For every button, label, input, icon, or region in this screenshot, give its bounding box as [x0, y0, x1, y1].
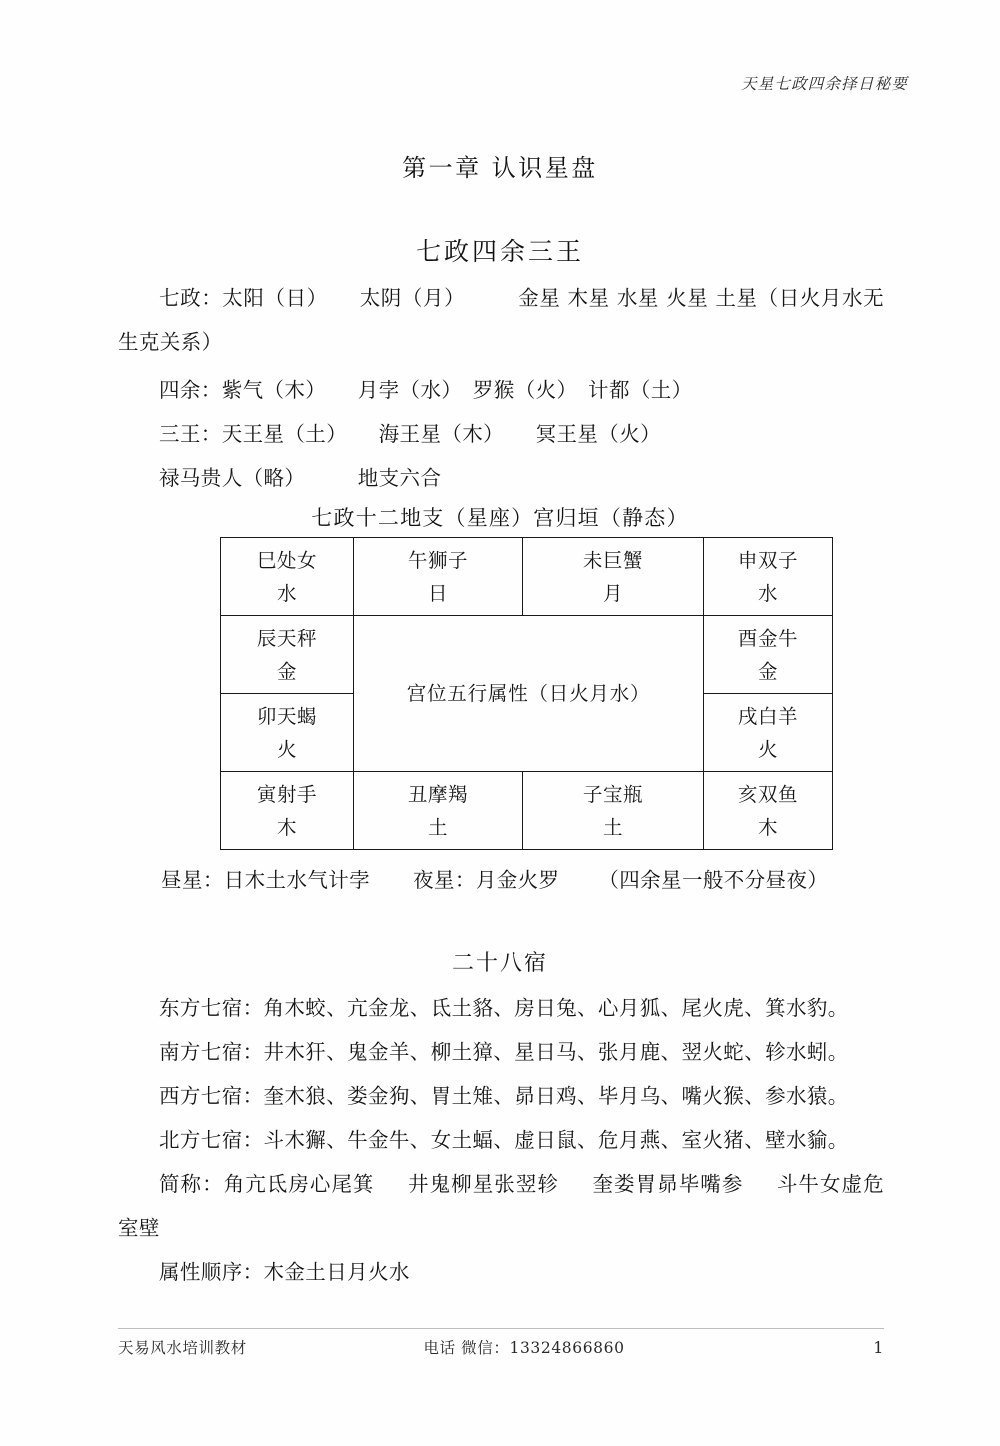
paragraph-abbreviations — [118, 1162, 884, 1250]
paragraph-siyu: 四余：紫气（木） 月孛（水） 罗猴（火） 计都（土） — [159, 378, 693, 402]
cell-sign: 子宝瓶 — [582, 782, 644, 806]
day-star-label: 昼星： — [161, 868, 224, 892]
abbr-east: 角亢氐房心尾箕 — [223, 1172, 375, 1196]
palace-table — [220, 537, 833, 850]
abbr-north: 斗牛女虚危室壁 — [118, 1172, 884, 1240]
table-row — [221, 616, 833, 694]
cell-sign: 亥双鱼 — [737, 782, 799, 806]
cell-sign: 酉金牛 — [737, 626, 799, 650]
table-cell-hai — [704, 772, 833, 850]
cell-sign: 巳处女 — [256, 548, 318, 572]
cell-element: 火 — [276, 737, 298, 761]
paragraph-qizheng: 七政：太阳（日） 太阴（月） 金星 木星 水星 火星 土星（日火月水无生克关系） — [118, 286, 884, 354]
cell-element: 金 — [276, 659, 298, 683]
cell-sign: 卯天蝎 — [256, 704, 318, 728]
footer-divider — [118, 1328, 884, 1329]
day-night-note: （四余星一般不分昼夜） — [598, 868, 829, 892]
table-row — [221, 772, 833, 850]
cell-element: 水 — [757, 581, 779, 605]
page-footer — [118, 1336, 884, 1358]
paragraph-west-mansions: 西方七宿：奎木狼、娄金狗、胃土雉、昴日鸡、毕月乌、嘴火猴、参水猿。 — [159, 1084, 849, 1108]
paragraph-east-mansions: 东方七宿：角木蛟、亢金龙、氐土貉、房日兔、心月狐、尾火虎、箕水豹。 — [159, 996, 849, 1020]
section-title: 七政四余三王 — [415, 237, 584, 266]
chapter-title: 第一章 认识星盘 — [402, 154, 598, 182]
table-cell-you — [704, 616, 833, 694]
table-cell-center-note: 宫位五行属性（日火月水） — [354, 616, 704, 772]
mansions-title: 二十八宿 — [451, 951, 548, 976]
cell-sign: 未巨蟹 — [582, 548, 644, 572]
cell-element: 金 — [757, 659, 779, 683]
paragraph-south-mansions: 南方七宿：井木犴、鬼金羊、柳土獐、星日马、张月鹿、翌火蛇、轸水蚓。 — [159, 1040, 849, 1064]
table-cell-chen — [221, 616, 354, 694]
night-star-label: 夜星： — [413, 868, 476, 892]
table-cell-wei — [523, 538, 704, 616]
cell-sign: 丑摩羯 — [407, 782, 469, 806]
cell-element: 土 — [427, 815, 449, 839]
paragraph-element-order: 属性顺序：木金土日月火水 — [159, 1260, 410, 1284]
cell-sign: 戌白羊 — [737, 704, 799, 728]
cell-element: 日 — [427, 581, 449, 605]
cell-element: 木 — [757, 815, 779, 839]
table-cell-yin — [221, 772, 354, 850]
cell-element: 月 — [602, 581, 624, 605]
cell-sign: 辰天秤 — [256, 626, 318, 650]
paragraph-lumagui: 禄马贵人（略） 地支六合 — [159, 466, 442, 490]
cell-sign: 申双子 — [737, 548, 799, 572]
day-star-list: 日木土水气计孛 — [223, 868, 371, 892]
running-header: 天星七政四余择日秘要 — [740, 75, 908, 93]
footer-publisher: 天易风水培训教材 — [118, 1339, 247, 1357]
paragraph-sanwang: 三王：天王星（土） 海王星（木） 冥王星（火） — [159, 422, 661, 446]
table-caption: 七政十二地支（星座）宫归垣（静态） — [311, 506, 689, 530]
table-cell-chou — [354, 772, 523, 850]
cell-sign: 午狮子 — [407, 548, 469, 572]
table-cell-mao — [221, 694, 354, 772]
cell-sign: 寅射手 — [256, 782, 318, 806]
cell-element: 木 — [276, 815, 298, 839]
abbr-label: 简称： — [159, 1172, 224, 1196]
table-cell-wu — [354, 538, 523, 616]
table-cell-si — [221, 538, 354, 616]
page-number: 1 — [873, 1338, 884, 1357]
abbr-south: 井鬼柳星张翌轸 — [407, 1172, 559, 1196]
table-cell-xu — [704, 694, 833, 772]
cell-element: 土 — [602, 815, 624, 839]
cell-element: 火 — [757, 737, 779, 761]
table-cell-zi — [523, 772, 704, 850]
abbr-west: 奎娄胃昴毕嘴参 — [591, 1172, 744, 1196]
night-star-list: 月金火罗 — [475, 868, 560, 892]
footer-contact: 电话 微信：13324866860 — [423, 1339, 625, 1357]
table-row — [221, 538, 833, 616]
paragraph-north-mansions: 北方七宿：斗木獬、牛金牛、女土蝠、虚日鼠、危月燕、室火猪、壁水貐。 — [159, 1128, 849, 1152]
paragraph-day-night-stars — [118, 858, 884, 902]
cell-element: 水 — [276, 581, 298, 605]
table-cell-shen — [704, 538, 833, 616]
